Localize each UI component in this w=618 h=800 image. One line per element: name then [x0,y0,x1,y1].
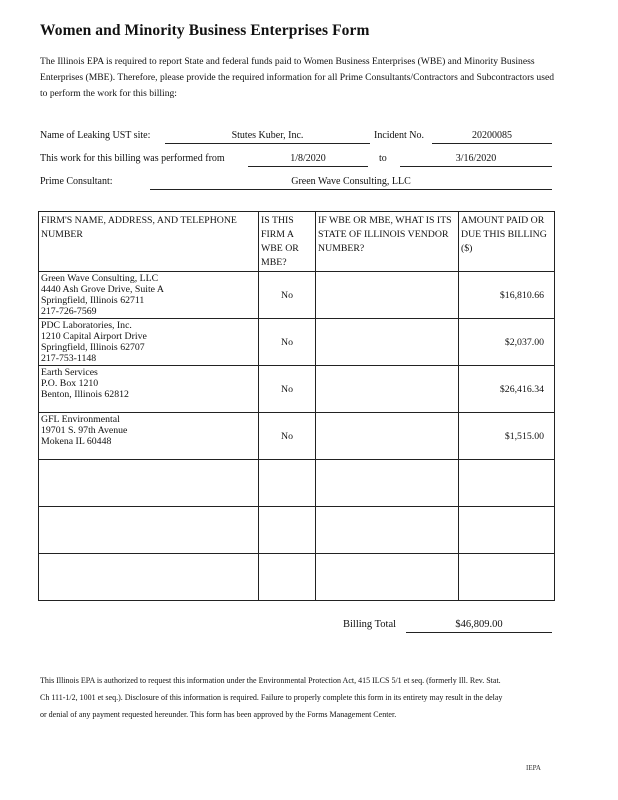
to-value: 3/16/2020 [455,153,497,164]
from-underline [248,166,368,167]
wbe-cell [259,554,316,601]
firm-line: 217-753-1148 [41,353,97,364]
firm-cell [39,272,259,319]
to-underline [400,166,552,167]
header-amount: AMOUNT PAID OR DUE THIS BILLING ($) [459,212,555,272]
table-row [39,413,555,460]
firm-line: Earth Services [41,367,98,378]
firm-cell [39,554,259,601]
firm-cell [39,460,259,507]
header-wbe: IS THIS FIRM A WBE OR MBE? [259,212,316,272]
firm-line: Mokena IL 60448 [41,436,112,447]
firm-line: 19701 S. 97th Avenue [41,425,128,436]
amount-cell: $16,810.66 [459,272,555,319]
vendor-cell [316,413,459,460]
to-label: to [379,153,387,164]
vendor-cell [316,272,459,319]
firm-line: Benton, Illinois 62812 [41,389,129,400]
vendor-cell [316,366,459,413]
amount-cell: $1,515.00 [459,413,555,460]
firm-line: 4440 Ash Grove Drive, Suite A [41,284,164,295]
firm-line: Green Wave Consulting, LLC [41,273,159,284]
firm-cell [39,319,259,366]
table-row [39,319,555,366]
incident-value: 20200085 [472,130,512,141]
amount-cell [459,507,555,554]
amount-cell: $26,416.34 [459,366,555,413]
table-row [39,507,555,554]
site-underline [165,143,370,144]
footer-notice: This Illinois EPA is authorized to request this information under the Environmental Protection Act, 415 ILCS 5/1 et seq. (formerly Ill. Rev. Stat. Ch 111-1/2, 1001 et seq.). Disclosure of this information is required. Failure to properly complete this form in its entirety may result in the delay or denial of any payment requested hereunder. This form has been approved by the Forms Management Center. [40,676,503,719]
firm-cell [39,413,259,460]
firm-line: Springfield, Illinois 62711 [41,295,145,306]
wbe-cell [259,507,316,554]
page-mark: IEPA [526,764,541,772]
firm-line: P.O. Box 1210 [41,378,99,389]
form-title: Women and Minority Business Enterprises Form [40,22,370,39]
period-label: This work for this billing was performed from [40,153,225,164]
billing-total-label: Billing Total [343,619,397,630]
prime-value: Green Wave Consulting, LLC [291,176,411,187]
wbe-cell: No [259,366,316,413]
amount-cell [459,554,555,601]
site-label: Name of Leaking UST site: [40,130,151,141]
prime-underline [150,189,552,190]
firm-line: GFL Environmental [41,414,120,425]
amount-cell [459,460,555,507]
wbe-cell: No [259,319,316,366]
vendor-cell [316,554,459,601]
firm-line: 1210 Capital Airport Drive [41,331,147,342]
vendor-cell [316,460,459,507]
table-header-row [39,212,555,272]
firm-line: 217-726-7569 [41,306,97,317]
incident-underline [432,143,552,144]
vendor-cell [316,507,459,554]
site-value: Stutes Kuber, Inc. [231,130,304,141]
firm-cell [39,366,259,413]
incident-label: Incident No. [374,130,424,141]
header-vendor: IF WBE OR MBE, WHAT IS ITS STATE OF ILLINOIS VENDOR NUMBER? [316,212,459,272]
from-value: 1/8/2020 [290,153,326,164]
table-row [39,554,555,601]
table-row [39,460,555,507]
intro-paragraph: The Illinois EPA is required to report State and federal funds paid to Women Business Enterprises (WBE) and Minority Business Enterprises (MBE). Therefore, please provide the required information for all Prime Consultants/Contractors and Subcontractors used to perform the work for this billing: [40,56,555,99]
wbe-cell [259,460,316,507]
table-row [39,366,555,413]
header-firm: FIRM'S NAME, ADDRESS, AND TELEPHONE NUMBER [39,212,259,272]
amount-cell: $2,037.00 [459,319,555,366]
firm-line: PDC Laboratories, Inc. [41,320,132,331]
table-row [39,272,555,319]
wbe-cell: No [259,272,316,319]
firms-table [38,211,555,601]
billing-total-underline [406,632,552,633]
vendor-cell [316,319,459,366]
wbe-cell: No [259,413,316,460]
firm-cell [39,507,259,554]
prime-label: Prime Consultant: [40,176,113,187]
firm-line: Springfield, Illinois 62707 [41,342,145,353]
billing-total-value: $46,809.00 [455,619,503,630]
